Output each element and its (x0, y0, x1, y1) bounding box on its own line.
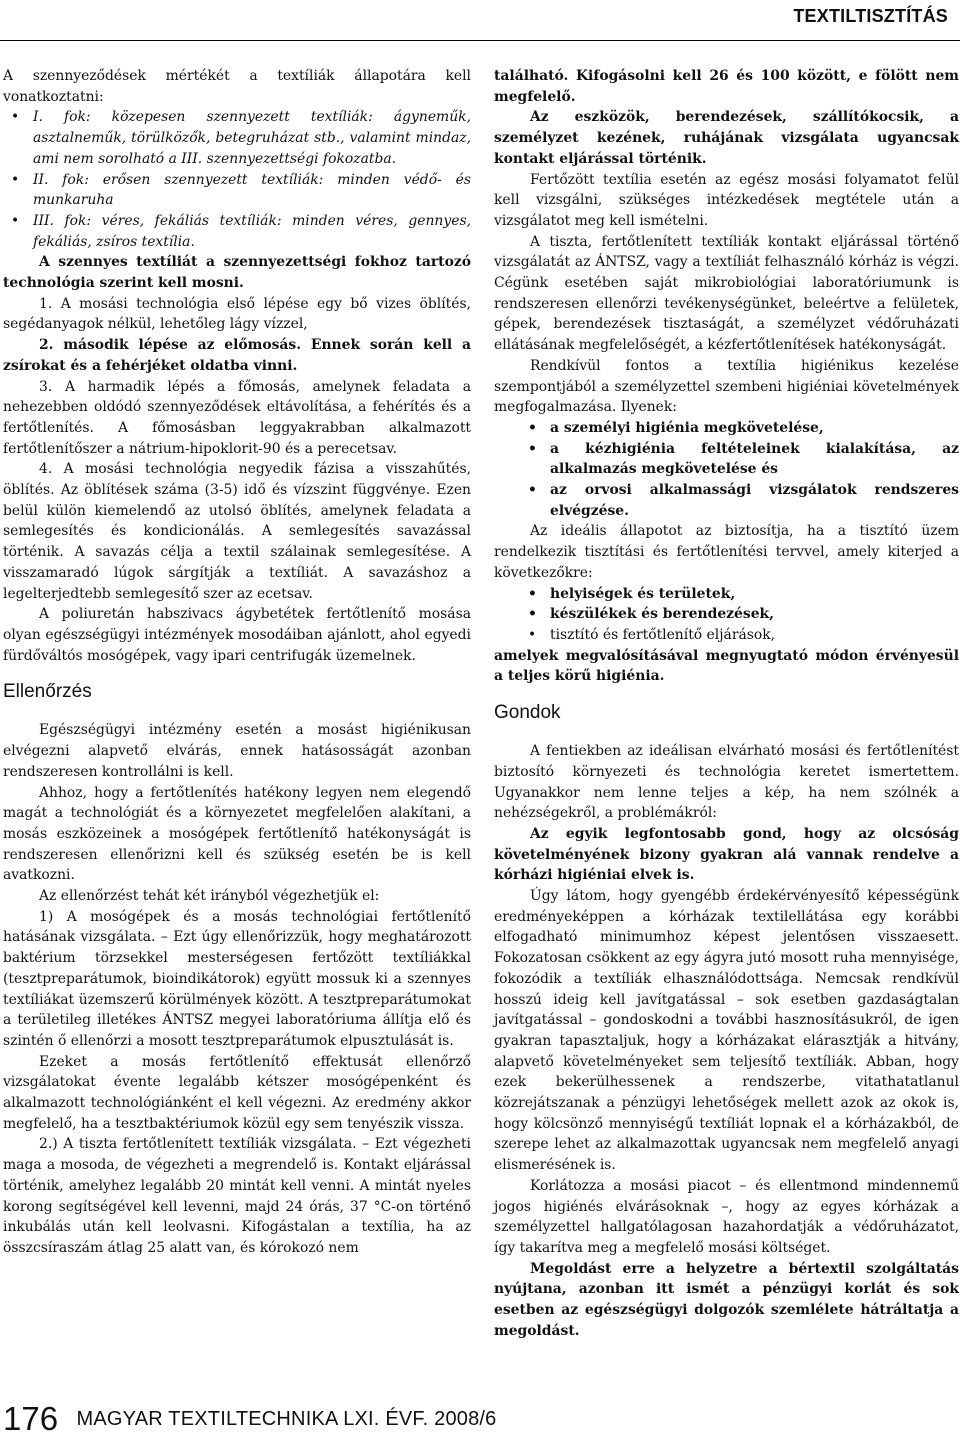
list-item: • I. fok: közepesen szennyezett textíliák: ágyneműk, asztalneműk, törülközők, betegruházat stb., valamint mindaz, ami nem sorolható a III. szennyezettségi fokozatba. (3, 107, 471, 169)
paragraph: Rendkívül fontos a textília higiénikus kezelése szempontjából a személyzettel szembeni higiéniai követelmények megfogalmazása. Ilyenek: (494, 357, 959, 416)
paragraph: A fentiekben az ideálisan elvárható mosási és fertőtlenítést biztosító környezeti és technológia keretet ismertettem. Ugyanakkor nem lenne teljes a kép, ha nem szólnék a nehézségekről, a problémákról: (494, 743, 959, 822)
paragraph: 2.) A tiszta fertőtlenített textíliák vizsgálata. – Ezt végezheti maga a mosoda, de végezheti a megrendelő is. Kontakt eljárással történik, amelyhez legalább 20 mintát kell venni. A mintát nyeles korong segítségével kell levenni, majd 24 órás, 37 °C-on történő inkubálás után kell leolvasni. Kifogástalan a textília, ha az összcsíraszám átlag 25 alatt van, és kórokozó nem (3, 1136, 471, 1256)
list-item: • helyiségek és területek, (494, 584, 959, 605)
paragraph: Az ellenőrzést tehát két irányból végezhetjük el: (39, 888, 380, 905)
paragraph: Korlátozza a mosási piacot – és ellentmond mindennemű jogos higiénés elvárásoknak –, hogy az egyes kórházak a személyzettel hallgatólagosan hazahordatják a védőruházatot, így takarítva meg a megfelelő mosási költséget. (494, 1177, 959, 1256)
paragraph: Egészségügyi intézmény esetén a mosást higiénikusan elvégezni alapvető elvárás, ennek hatásosságát azonban rendszeresen kontrollálni is kell. (3, 722, 471, 780)
paragraph: Ahhoz, hogy a fertőtlenítés hatékony legyen nem elegendő magát a technológiát és a környezetet megfelelően alakítani, a mosás eszközeinek a mosógépek fertőtlenítő hatékonyságát is rendszeresen ellenőrizni kell és szükség esetén be is kell avatkozni. (3, 784, 471, 884)
section-title: TEXTILTISZTÍTÁS (793, 6, 948, 26)
section-heading: Gondok (494, 702, 561, 724)
list-item: • tisztító és fertőtlenítő eljárások, (494, 625, 959, 646)
list-item: • a személyi higiénia megkövetelése, (494, 418, 959, 439)
section-heading: Ellenőrzés (3, 681, 92, 703)
paragraph: Az egyik legfontosabb gond, hogy az olcsóság követelményének bizony gyakran alá vannak rendelve a kórházi higiéniai elvek is. (494, 825, 959, 884)
page-number: 176 (3, 1400, 59, 1437)
list-item: • III. fok: véres, fekáliás textíliák: minden véres, gennyes, fekáliás, zsíros textília. (3, 211, 471, 252)
paragraph: 4. A mosási technológia negyedik fázisa a visszahűtés, öblítés. Az öblítések száma (3-5) idő és vízszint függvénye. Ezen belül külön kiemelendő az utolsó öblítés, amelynek feladata a semlegesítés és kondicionálás. A semlegesítés savazással történik. A savazás célja a textil szálainak semlegesítése. A visszamaradó lúgok sárgítják a textíliát. A savazáshoz a legelterjedtebb semlegesítő szer az ecetsav. (3, 461, 471, 602)
paragraph: 3. A harmadik lépés a főmosás, amelynek feladata a nehezebben oldódó szennyeződések eltávolítása, a fehérítés és a fertőtlenítés. A főmosásban leggyakrabban alkalmazott fertőtlenítőszer a nátrium-hipoklorit-90 és a perecetsav. (3, 378, 471, 457)
left-column (3, 66, 471, 1259)
paragraph: Az eszközök, berendezések, szállítókocsik, a személyzet kezének, ruhájának vizsgálata ugyancsak kontakt eljárással történik. (494, 109, 959, 167)
right-column (494, 66, 959, 1341)
list-item: • a kézhigiénia feltételeinek kialakítása, az alkalmazás megkövetelése és (494, 439, 959, 480)
paragraph: Az ideális állapotot az biztosítja, ha a tisztító üzem rendelkezik tisztítási és fertőtlenítési tervvel, amely kiterjed a következőkre: (494, 523, 959, 581)
list-item: • az orvosi alkalmassági vizsgálatok rendszeres elvégzése. (494, 480, 959, 521)
paragraph: amelyek megvalósításával megnyugtató módon érvényesül a teljes körű higiénia. (494, 647, 959, 685)
hygiene-requirements-list (494, 418, 959, 522)
cleaning-plan-list (494, 584, 959, 646)
paragraph: 2. második lépése az előmosás. Ennek során kell a zsírokat és a fehérjéket oldatba vinni. (3, 337, 471, 374)
paragraph: A poliuretán habszivacs ágybetétek fertőtlenítő mosása olyan egészségügyi intézmények mosodáiban ajánlott, ahol egyedi fürdőváltós mosógépek, vagy ipari centrifugák üzemelnek. (3, 606, 471, 664)
list-item: • készülékek és berendezések, (494, 604, 959, 625)
paragraph: Fertőzött textília esetén az egész mosási folyamatot felül kell vizsgálni, szükséges intézkedések megtétele után a vizsgálatot meg kell ismételni. (494, 171, 959, 229)
paragraph: található. Kifogásolni kell 26 és 100 között, e fölött nem megfelelő. (494, 68, 959, 105)
page-footer (3, 1400, 497, 1438)
list-item: • II. fok: erősen szennyezett textíliák: minden védő- és munkaruha (3, 170, 471, 211)
paragraph: Megoldást erre a helyzetre a bértextil szolgáltatás nyújtana, azonban itt ismét a pénzügyi korlát és sok esetben az egészségügyi dolgozók szemlélete hátráltatja a megoldást. (494, 1260, 959, 1339)
paragraph: 1. A mosási technológia első lépése egy bő vizes öblítés, segédanyagok nélkül, lehetőleg lágy vízzel, (3, 295, 471, 333)
paragraph: 1) A mosógépek és a mosás technológiai fertőtlenítő hatásának vizsgálata. – Ezt úgy ellenőrizzük, hogy meghatározott baktérium törzsekkel mesterségesen fertőzött textíliákkal (tesztpreparátumok, bioindikátorok) együtt mossuk ki a szennyes textíliákat üzemszerű körülmények között. A tesztpreparátumokat a területileg illetékes ÁNTSZ megyei laboratóriuma állítja elő és szintén ő ellenőrzi a mosott tesztpreparátumok elpusztulását is. (3, 908, 471, 1049)
page-header (0, 0, 960, 41)
paragraph: A szennyes textíliát a szennyezettségi fokhoz tartozó technológia szerint kell mosni. (3, 254, 471, 292)
intro-paragraph: A szennyeződések mértékét a textíliák állapotára kell vonatkoztatni: (3, 68, 471, 105)
magazine-name: MAGYAR TEXTILTECHNIKA LXI. ÉVF. 2008/6 (76, 1407, 497, 1430)
paragraph: A tiszta, fertőtlenített textíliák kontakt eljárással történő vizsgálatát az ÁNTSZ, vagy a textíliát felhasználó kórház is végzi. Cégünk esetében saját mikrobiológiai laboratóriumunk is rendszeresen ellenőrzi tevékenységünket, beleértve a felületek, gépek, berendezések tisztaságát, a személyzet védőruházati ellátásának megfelelőségét, a kézfertőtlenítések hatékonyságát. (494, 233, 959, 354)
paragraph: Úgy látom, hogy gyengébb érdekérvényesítő képességünk eredményeképpen a kórházak textilellátása egy korábbi elfogadható minimumhoz képest jelentősen visszaesett. Fokozatosan csökkent az egy ágyra jutó mosott ruha mennyisége, fokozódik a textíliák elhasználódottsága. Nemcsak rendkívül hosszú ideig kell javítgatással – sok esetben gazdaságtalan javítgatással – gondoskodni a további hasznosításukról, de igen gyakran tapasztaljuk, hogy a kórházakat elárasztják a hitvány, alapvető követelményeket sem teljesítő textíliák. Abban, hogy ezek bekerülhessenek a rendszerbe, vitathatatlanul közrejátszanak a pénzügyi lehetőségek mellett azok az okok is, hogy kölcsönző mennyiségű textíliát lopnak el a kórházakból, de szerepe lehet az alkalmazottak ugyancsak nem megfelelő anyagi elismerésének is. (494, 888, 959, 1174)
paragraph: Ezeket a mosás fertőtlenítő effektusát ellenőrző vizsgálatokat évente legalább kétszer mosógépenként és alkalmazott technológiánként el kell végezni. Az eredmény akkor megfelelő, ha a tesztbaktériumok közül egy sem tenyészik vissza. (3, 1053, 471, 1132)
soiling-degree-list (3, 107, 471, 252)
